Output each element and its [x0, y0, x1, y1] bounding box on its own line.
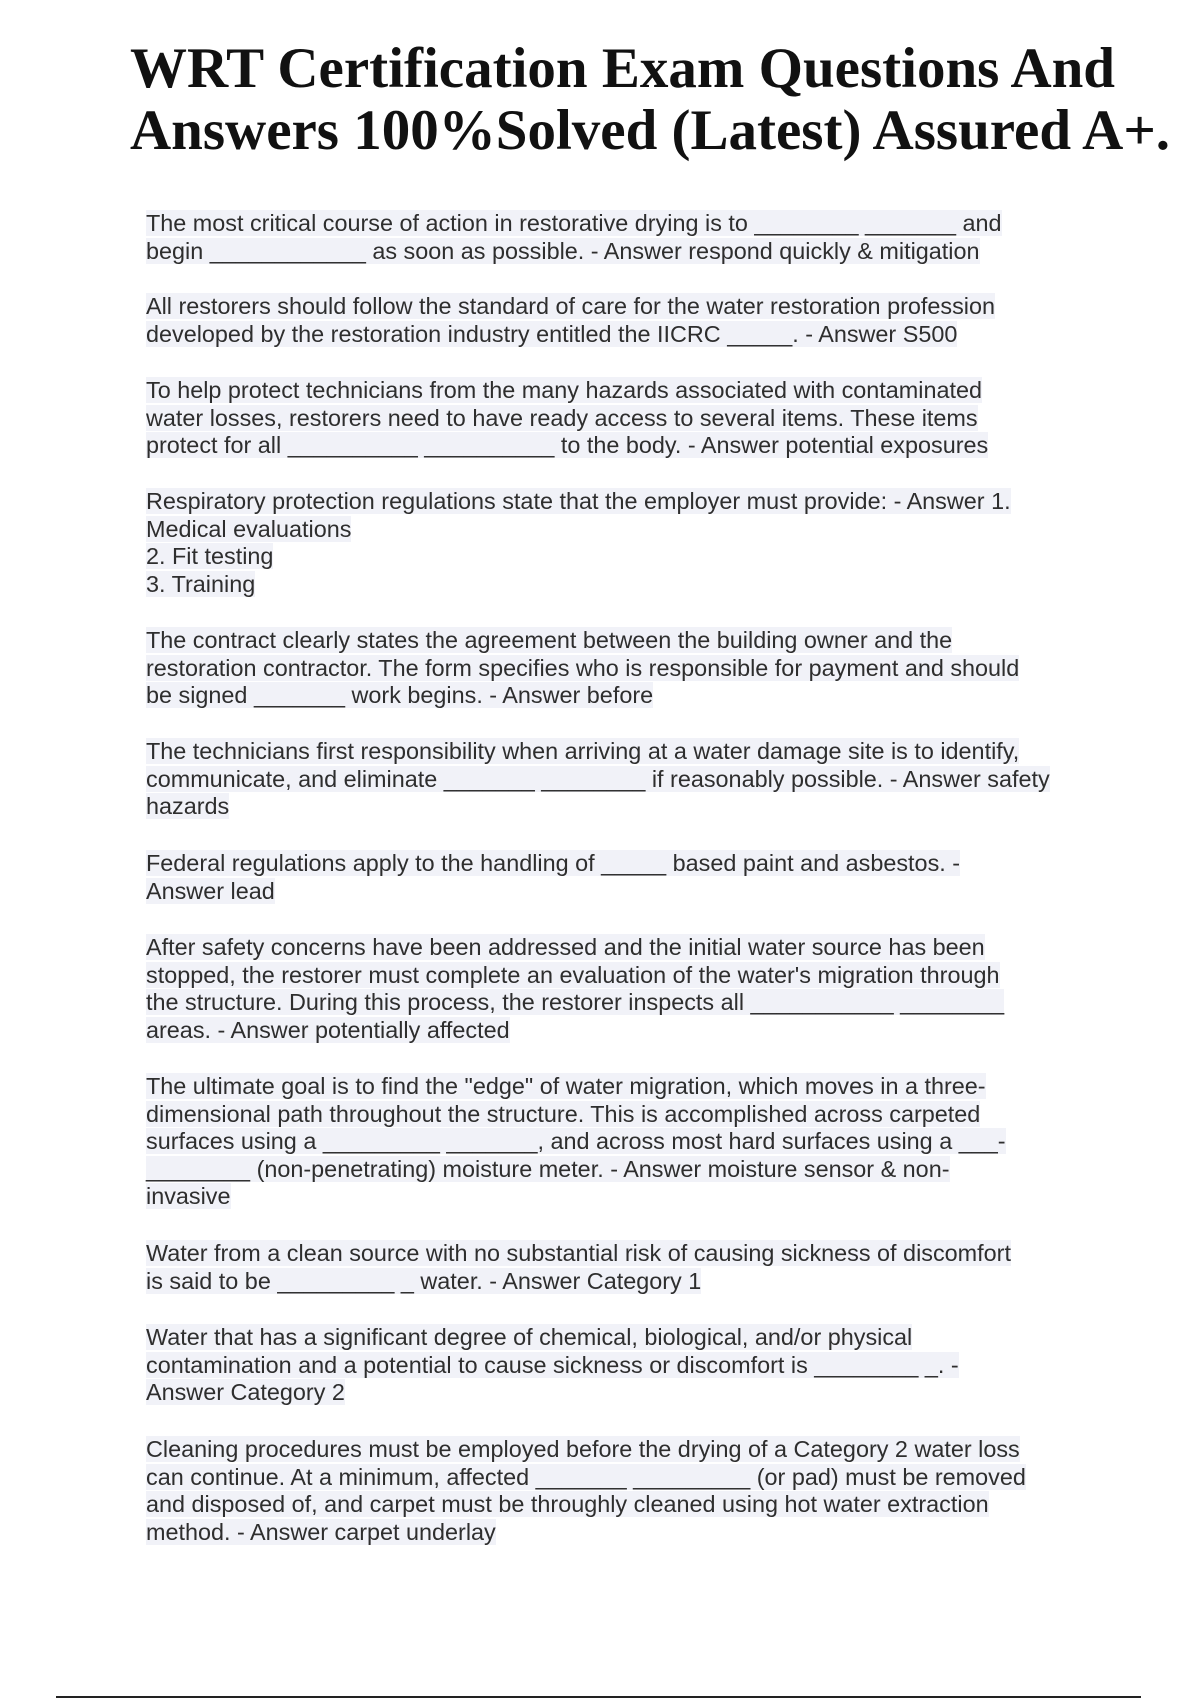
qa-line: The contract clearly states the agreement between the building owner and the	[146, 627, 953, 653]
qa-line: dimensional path throughout the structure. This is accomplished across carpeted	[146, 1100, 981, 1127]
bottom-divider	[56, 1696, 1141, 1698]
qa-line: 3. Training	[146, 570, 256, 597]
qa-item	[146, 850, 1086, 905]
qa-item	[146, 488, 1086, 598]
qa-item	[146, 1324, 1086, 1407]
page-title	[130, 38, 1180, 162]
qa-line: hazards	[146, 793, 230, 820]
qa-line: Answer lead	[146, 877, 275, 904]
qa-line: contamination and a potential to cause sickness or discomfort is ________ _. -	[146, 1351, 959, 1378]
qa-line: is said to be _________ _ water. - Answer Category 1	[146, 1267, 702, 1294]
qa-line: Federal regulations apply to the handling of _____ based paint and asbestos. -	[146, 850, 961, 876]
qa-line: water losses, restorers need to have ready access to several items. These items	[146, 404, 978, 431]
qa-item	[146, 934, 1086, 1044]
qa-line: Answer Category 2	[146, 1379, 345, 1406]
qa-line: restoration contractor. The form specifies who is responsible for payment and should	[146, 654, 1020, 681]
qa-item	[146, 627, 1086, 710]
qa-line: method. - Answer carpet underlay	[146, 1518, 496, 1545]
qa-line: can continue. At a minimum, affected _______ _________ (or pad) must be removed	[146, 1463, 1026, 1490]
title-line: WRT Certification Exam Questions And	[130, 37, 1116, 100]
qa-item	[146, 1436, 1086, 1546]
qa-line: areas. - Answer potentially affected	[146, 1016, 510, 1043]
qa-line: The most critical course of action in restorative drying is to ________ _______ and	[146, 210, 1002, 236]
qa-line: stopped, the restorer must complete an evaluation of the water's migration through	[146, 961, 1000, 988]
qa-line: and disposed of, and carpet must be throughly cleaned using hot water extraction	[146, 1491, 989, 1518]
qa-line: The technicians first responsibility when arriving at a water damage site is to identify,	[146, 738, 1020, 764]
qa-line: To help protect technicians from the many hazards associated with contaminated	[146, 377, 983, 403]
qa-line: developed by the restoration industry entitled the IICRC _____. - Answer S500	[146, 320, 958, 347]
qa-line: Respiratory protection regulations state that the employer must provide: - Answer 1.	[146, 488, 1011, 514]
qa-item	[146, 1073, 1086, 1211]
qa-item	[146, 1240, 1086, 1295]
qa-line: ________ (non-penetrating) moisture meter. - Answer moisture sensor & non-	[146, 1155, 950, 1182]
qa-item	[146, 210, 1086, 265]
qa-line: Water that has a significant degree of chemical, biological, and/or physical	[146, 1324, 913, 1350]
qa-line: 2. Fit testing	[146, 543, 274, 570]
qa-line: protect for all __________ __________ to the body. - Answer potential exposures	[146, 432, 989, 459]
qa-line: Medical evaluations	[146, 515, 352, 542]
qa-line: Cleaning procedures must be employed before the drying of a Category 2 water loss	[146, 1436, 1020, 1462]
qa-line: be signed _______ work begins. - Answer before	[146, 682, 654, 709]
qa-line: the structure. During this process, the restorer inspects all ___________ ________	[146, 989, 1005, 1016]
qa-line: All restorers should follow the standard of care for the water restoration profession	[146, 293, 995, 319]
qa-item	[146, 738, 1086, 821]
qa-line: invasive	[146, 1183, 231, 1210]
qa-line: After safety concerns have been addressed and the initial water source has been	[146, 934, 985, 960]
qa-item	[146, 293, 1086, 348]
qa-line: Water from a clean source with no substantial risk of causing sickness of discomfort	[146, 1240, 1011, 1266]
qa-item	[146, 377, 1086, 460]
qa-line: The ultimate goal is to find the "edge" of water migration, which moves in a three-	[146, 1073, 986, 1099]
qa-line: surfaces using a _________ _______, and across most hard surfaces using a ___-	[146, 1128, 1006, 1155]
qa-line: communicate, and eliminate _______ ________ if reasonably possible. - Answer safety	[146, 765, 1050, 792]
qa-line: begin ____________ as soon as possible. - Answer respond quickly & mitigation	[146, 237, 980, 264]
title-line: Answers 100%Solved (Latest) Assured A+.	[130, 99, 1171, 162]
